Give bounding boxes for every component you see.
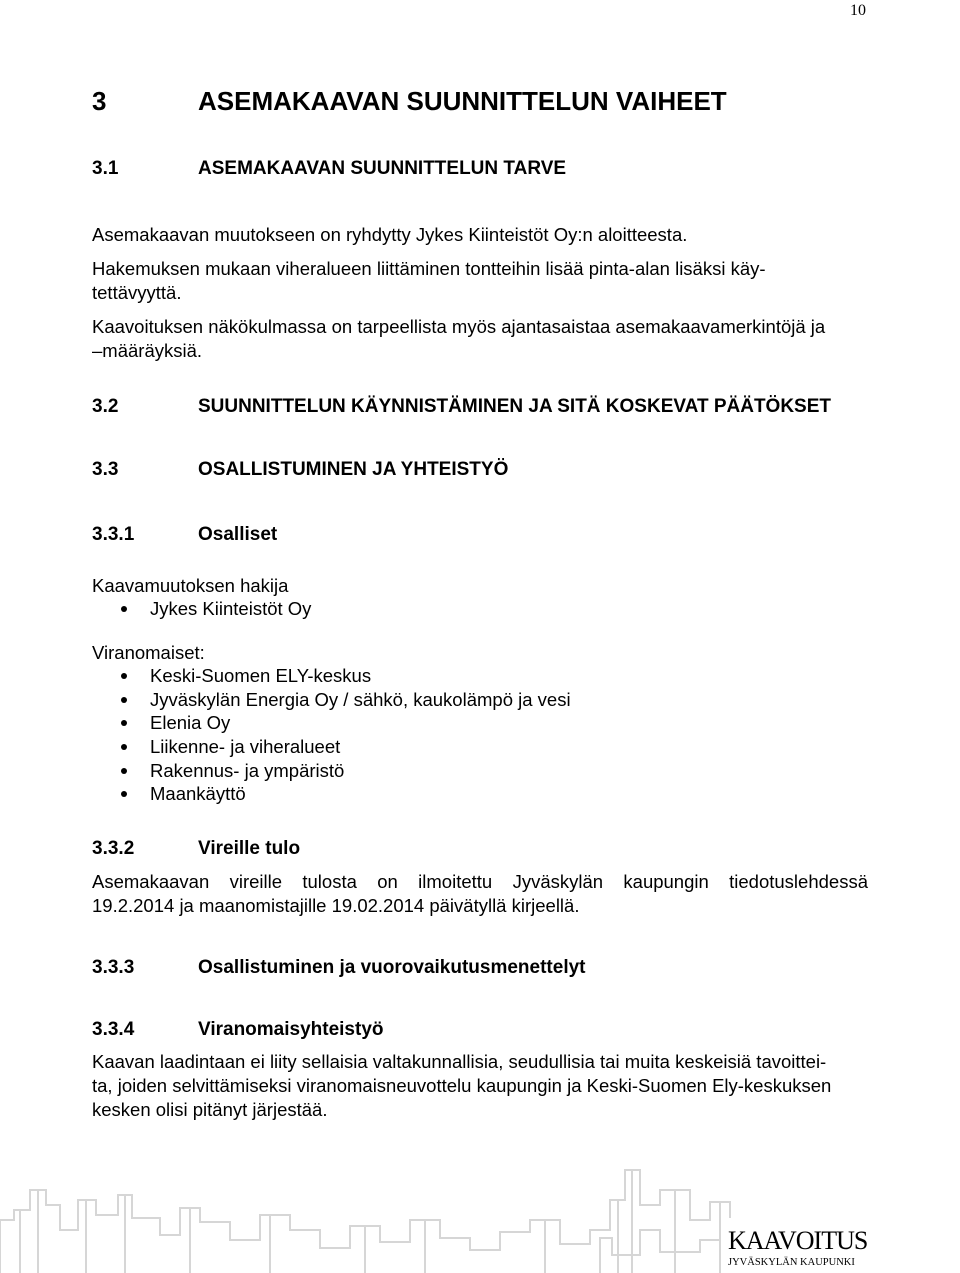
list-item: Jyväskylän Energia Oy / sähkö, kaukolämpö ja vesi [118, 688, 571, 712]
bullet-icon [121, 697, 127, 703]
bullet-icon [121, 606, 127, 612]
list-item: Rakennus- ja ympäristö [118, 759, 571, 783]
list-item: Elenia Oy [118, 711, 571, 735]
section-3-3-2-heading [92, 838, 300, 860]
section-title: OSALLISTUMINEN JA YHTEISTYÖ [198, 459, 509, 480]
bullet-icon [121, 720, 127, 726]
authorities-label: Viranomaiset: [92, 642, 205, 663]
page-number: 10 [850, 2, 866, 19]
section-title: SUUNNITTELUN KÄYNNISTÄMINEN JA SITÄ KOSKEVAT PÄÄTÖKSET [198, 396, 832, 417]
section-number: 3.1 [92, 158, 119, 179]
chapter-title: ASEMAKAAVAN SUUNNITTELUN VAIHEET [198, 86, 727, 116]
paragraph-line: tettävyyttä. [92, 282, 182, 303]
section-number: 3.3.4 [92, 1019, 135, 1040]
section-3-3-heading [92, 459, 508, 481]
section-number: 3.3 [92, 459, 119, 480]
chapter-heading [92, 86, 727, 117]
authorities-list [118, 664, 571, 806]
section-number: 3.3.1 [92, 524, 135, 545]
kaavoitus-logo: KAAVOITUS [728, 1226, 868, 1255]
chapter-number: 3 [92, 86, 107, 116]
section-3-1-body [92, 223, 868, 363]
section-3-3-2-body [92, 870, 868, 918]
section-3-3-1-heading [92, 524, 277, 546]
section-title: ASEMAKAAVAN SUUNNITTELUN TARVE [198, 158, 567, 179]
paragraph-line: Kaavan laadintaan ei liity sellaisia valtakunnallisia, seudullisia tai muita keskeisiä tavoittei- [92, 1051, 827, 1072]
section-3-3-3-heading [92, 957, 586, 979]
section-number: 3.2 [92, 396, 119, 417]
paragraph-line: 19.2.2014 ja maanomistajille 19.02.2014 päivätyllä kirjeellä. [92, 895, 580, 916]
list-item: Liikenne- ja viheralueet [118, 735, 571, 759]
section-3-3-4-heading [92, 1019, 384, 1041]
section-3-1-heading [92, 158, 566, 180]
applicant-label: Kaavamuutoksen hakija [92, 575, 289, 596]
section-title: Osallistuminen ja vuorovaikutusmenettelyt [198, 957, 586, 978]
applicant-list [118, 597, 311, 621]
paragraph-line: kesken olisi pitänyt järjestää. [92, 1099, 328, 1120]
section-3-2-heading [92, 396, 831, 418]
section-number: 3.3.3 [92, 957, 135, 978]
bullet-icon [121, 673, 127, 679]
section-title: Vireille tulo [198, 838, 301, 859]
paragraph-line: –määräyksiä. [92, 340, 203, 361]
list-item: Maankäyttö [118, 782, 571, 806]
section-number: 3.3.2 [92, 838, 135, 859]
paragraph-line: ta, joiden selvittämiseksi viranomaisneuvottelu kaupungin ja Keski-Suomen Ely-keskuksen [92, 1075, 832, 1096]
section-title: Viranomaisyhteistyö [198, 1019, 384, 1040]
paragraph-line: Asemakaavan vireille tulosta on ilmoitettu Jyväskylän kaupungin tiedotuslehdessä [92, 871, 868, 892]
list-item: Keski-Suomen ELY-keskus [118, 664, 571, 688]
bullet-icon [121, 744, 127, 750]
section-3-3-4-body [92, 1050, 868, 1122]
city-name-logo-text: JYVÄSKYLÄN KAUPUNKI [728, 1257, 855, 1268]
bullet-icon [121, 791, 127, 797]
paragraph-line: Hakemuksen mukaan viheralueen liittäminen tontteihin lisää pinta-alan lisäksi käy- [92, 258, 766, 279]
section-title: Osalliset [198, 524, 278, 545]
paragraph-line: Asemakaavan muutokseen on ryhdytty Jykes Kiinteistöt Oy:n aloitteesta. [92, 224, 688, 245]
bullet-icon [121, 768, 127, 774]
paragraph-line: Kaavoituksen näkökulmassa on tarpeellista myös ajantasaistaa asemakaavamerkintöjä ja [92, 316, 826, 337]
list-item: Jykes Kiinteistöt Oy [118, 597, 311, 621]
